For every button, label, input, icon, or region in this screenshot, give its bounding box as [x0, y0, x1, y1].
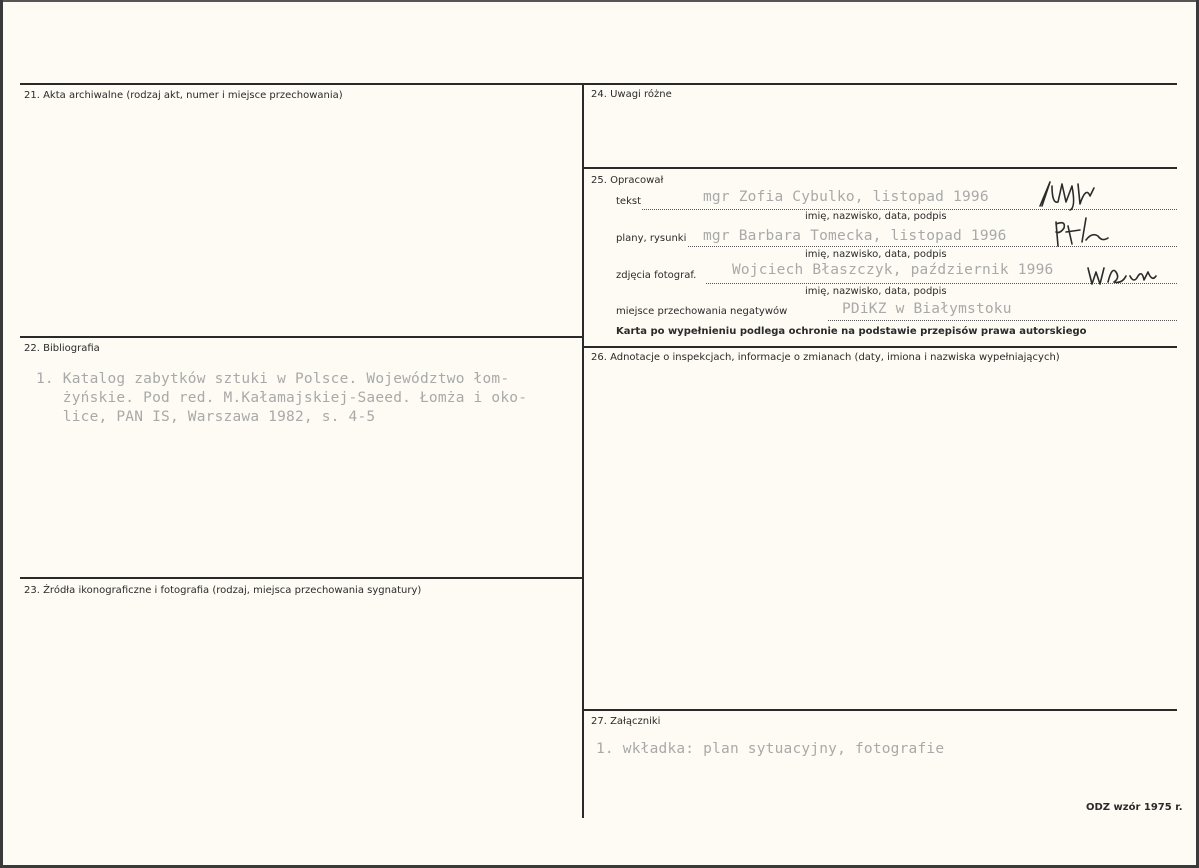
rule-right-26: [583, 346, 1177, 348]
section-25-label: 25. Opracował: [591, 175, 664, 186]
rule-left-23: [20, 577, 583, 579]
zdjecia-label: zdjęcia fotograf.: [616, 270, 697, 281]
bibliography-line-3: lice, PAN IS, Warszawa 1982, s. 4-5: [36, 409, 376, 425]
tekst-value: mgr Zofia Cybulko, listopad 1996: [703, 189, 989, 205]
copyright-note: Karta po wypełnieniu podlega ochronie na podstawie przepisów prawa autorskiego: [616, 326, 1087, 337]
section-24-label: 24. Uwagi różne: [591, 89, 672, 100]
rule-left-22: [20, 336, 583, 338]
section-23-label: 23. Źródła ikonograficzne i fotografia (rodzaj, miejsca przechowania sygnatury): [24, 585, 422, 596]
section-22-label: 22. Bibliografia: [24, 343, 100, 354]
section-26-label: 26. Adnotacje o inspekcjach, informacje o zmianach (daty, imiona i nazwiska wypełniających): [591, 352, 1060, 363]
negatywy-value: PDiKZ w Białymstoku: [842, 301, 1012, 317]
bibliography-line-1: 1. Katalog zabytków sztuki w Polsce. Województwo łom-: [36, 371, 510, 387]
zdjecia-caption: imię, nazwisko, data, podpis: [805, 286, 947, 297]
signature-tekst: [1036, 176, 1116, 212]
zdjecia-value: Wojciech Błaszczyk, październik 1996: [732, 262, 1054, 278]
rule-right-25: [583, 167, 1177, 169]
page-edge-left: [0, 0, 3, 868]
negatywy-label: miejsce przechowania negatywów: [616, 306, 788, 317]
plany-label: plany, rysunki: [616, 233, 687, 244]
signature-plany: [1052, 214, 1122, 250]
rule-top: [20, 83, 1177, 85]
plany-value: mgr Barbara Tomecka, listopad 1996: [703, 228, 1007, 244]
signature-zdjecia: [1086, 262, 1158, 288]
tekst-caption: imię, nazwisko, data, podpis: [805, 211, 947, 222]
tekst-label: tekst: [616, 196, 641, 207]
attachment-item-1: 1. wkładka: plan sytuacyjny, fotografie: [596, 741, 945, 757]
bibliography-line-2: żyńskie. Pod red. M.Kałamajskiej-Saeed. Łomża i oko-: [36, 390, 528, 406]
section-21-label: 21. Akta archiwalne (rodzaj akt, numer i miejsce przechowania): [24, 90, 343, 101]
negatywy-line: [828, 320, 1177, 321]
rule-right-27: [583, 709, 1177, 711]
plany-caption: imię, nazwisko, data, podpis: [805, 249, 947, 260]
form-identifier: ODZ wzór 1975 r.: [1086, 802, 1183, 813]
page-edge-top: [0, 0, 1199, 2]
section-27-label: 27. Załączniki: [591, 716, 661, 727]
rule-center: [582, 84, 584, 818]
